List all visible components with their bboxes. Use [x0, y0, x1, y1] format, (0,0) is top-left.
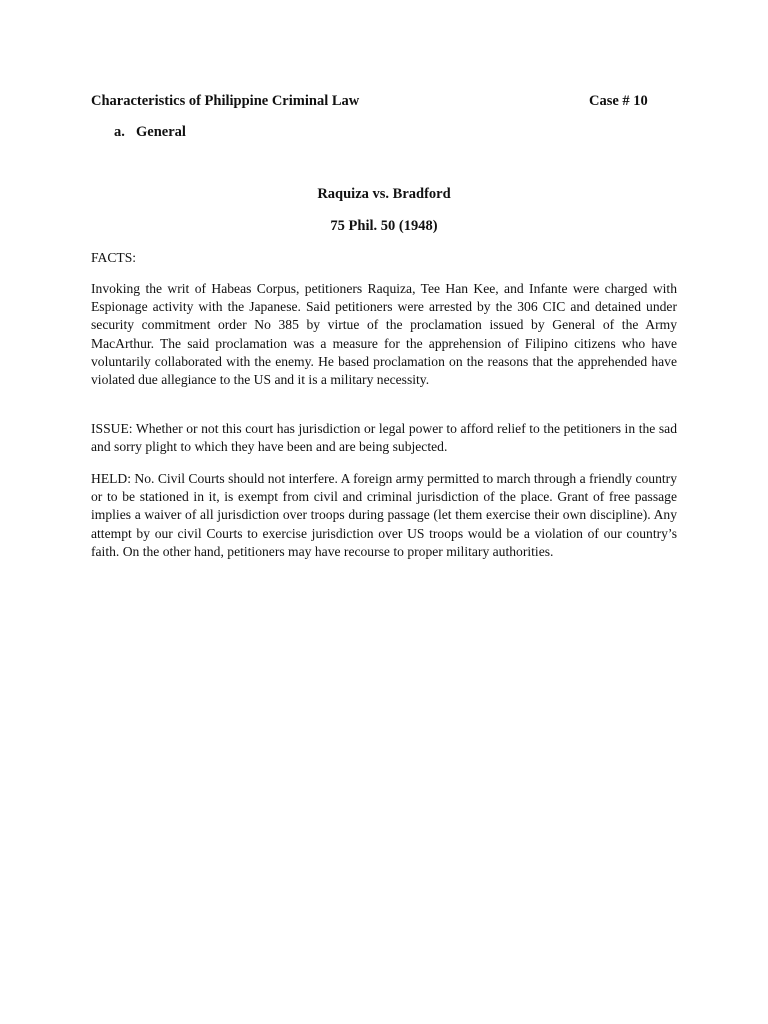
document-title: Characteristics of Philippine Criminal Law [91, 93, 360, 109]
issue-paragraph: ISSUE: Whether or not this court has jurisdiction or legal power to afford relief to the petitioners in the sad and sorry plight to which they have been and are being subjected. [91, 421, 677, 455]
facts-paragraph: Invoking the writ of Habeas Corpus, petitioners Raquiza, Tee Han Kee, and Infante were charged with Espionage activity with the Japanese. Said petitioners were arrested by the 306 CIC and detained under security commitment order No 385 by virtue of the proclamation issued by General of the Army MacArthur. The said proclamation was a measure for the apprehension of Filipino citizens who have voluntarily collaborated with the enemy. He based proclamation on the reasons that the apprehended have violated due allegiance to the US and it is a military necessity. [91, 281, 677, 388]
held-paragraph: HELD: No. Civil Courts should not interfere. A foreign army permitted to march through a friendly country or to be stationed in it, is exempt from civil and criminal jurisdiction of the place. Grant of free passage implies a waiver of all jurisdiction over troops during passage (let them exercise their own discipline). Any attempt by our civil Courts to exercise jurisdiction over US troops would be a violation of our country’s faith. On the other hand, petitioners may have recourse to proper military authorities. [91, 471, 677, 559]
section-heading [114, 124, 186, 141]
section-label: General [136, 124, 186, 140]
section-marker: a. [114, 124, 125, 140]
facts-label: FACTS: [91, 250, 137, 265]
case-number: Case # 10 [589, 93, 648, 109]
case-citation: 75 Phil. 50 (1948) [330, 218, 438, 234]
case-name: Raquiza vs. Bradford [317, 186, 451, 202]
